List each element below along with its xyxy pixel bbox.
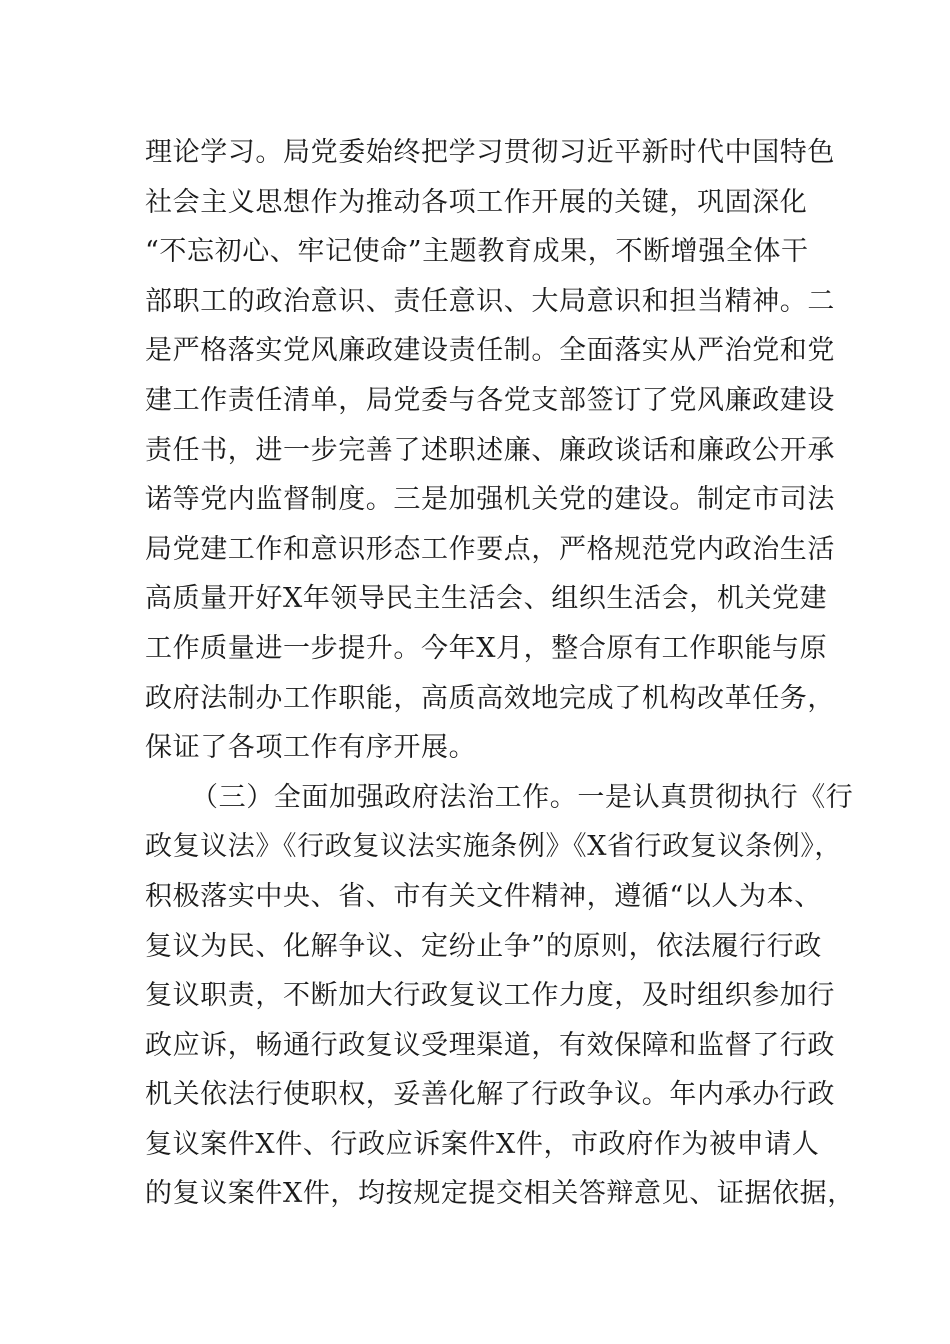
text-line: 政复议法》《行政复议法实施条例》《X省行政复议条例》， xyxy=(145,831,842,863)
text-line: 诺等党内监督制度。三是加强机关党的建设。制定市司法 xyxy=(145,484,835,516)
text-line: 机关依法行使职权，妥善化解了行政争议。年内承办行政 xyxy=(145,1079,835,1111)
text-line: 复议职责，不断加大行政复议工作力度，及时组织参加行 xyxy=(145,980,835,1012)
text-line: 建工作责任清单，局党委与各党支部签订了党风廉政建设 xyxy=(145,384,835,416)
text-line: 高质量开好X年领导民主生活会、组织生活会，机关党建 xyxy=(145,583,828,615)
section-heading-line: （三）全面加强政府法治工作。一是认真贯彻执行《行 xyxy=(191,781,854,813)
text-line: 的复议案件X件，均按规定提交相关答辩意见、证据依据， xyxy=(145,1178,855,1210)
text-line: 局党建工作和意识形态工作要点，严格规范党内政治生活 xyxy=(145,533,835,565)
body-text xyxy=(145,128,855,1219)
text-line: 政应诉，畅通行政复议受理渠道，有效保障和监督了行政 xyxy=(145,1029,835,1061)
text-line: 保证了各项工作有序开展。 xyxy=(145,732,477,764)
text-line: 复议为民、化解争议、定纷止争”的原则，依法履行行政 xyxy=(145,930,822,962)
text-line: 社会主义思想作为推动各项工作开展的关键，巩固深化 xyxy=(145,186,808,218)
text-line: “不忘初心、牢记使命”主题教育成果，不断增强全体干 xyxy=(145,236,809,268)
text-line: 工作质量进一步提升。今年X月，整合原有工作职能与原 xyxy=(145,632,828,664)
text-line: 理论学习。局党委始终把学习贯彻习近平新时代中国特色 xyxy=(145,137,835,168)
text-line: 部职工的政治意识、责任意识、大局意识和担当精神。二 xyxy=(145,285,835,317)
text-line: 政府法制办工作职能，高质高效地完成了机构改革任务， xyxy=(145,682,835,714)
text-line: 积极落实中央、省、市有关文件精神，遵循“以人为本、 xyxy=(145,880,822,912)
text-line: 是严格落实党风廉政建设责任制。全面落实从严治党和党 xyxy=(145,335,835,367)
text-line: 复议案件X件、行政应诉案件X件，市政府作为被申请人 xyxy=(145,1128,820,1160)
text-line: 责任书，进一步完善了述职述廉、廉政谈话和廉政公开承 xyxy=(145,434,835,466)
